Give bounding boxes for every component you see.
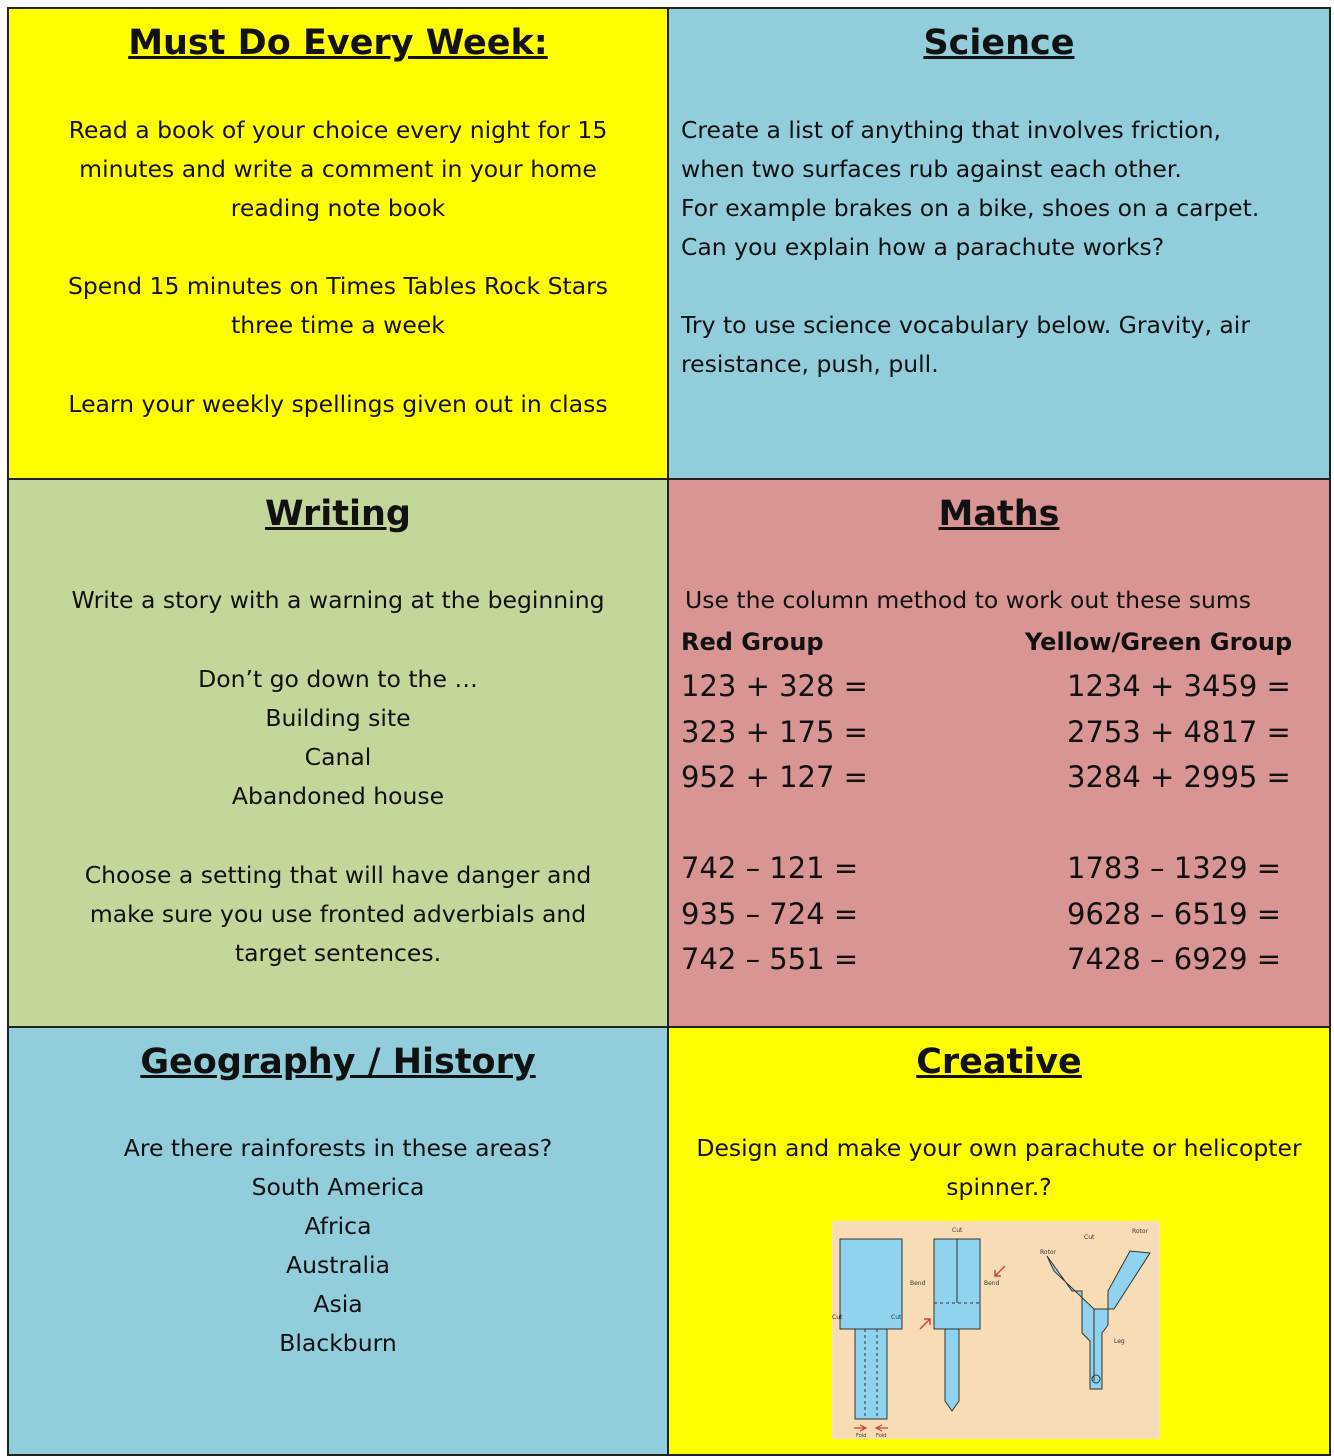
writing-line: Abandoned house	[231, 782, 445, 810]
geography-line: Australia	[286, 1251, 390, 1279]
science-line: resistance, push, pull.	[681, 350, 939, 378]
diagram-label-fold: Fold	[876, 1433, 887, 1439]
geography-history-title: Geography / History	[140, 1042, 536, 1082]
writing-panel	[7, 478, 669, 1028]
writing-line: Choose a setting that will have danger and	[84, 861, 592, 889]
red-group-label: Red Group	[681, 628, 824, 656]
creative-panel	[667, 1026, 1331, 1456]
red-sum: 123 + 328 =	[681, 669, 868, 703]
red-sum: 742 – 551 =	[681, 942, 859, 976]
yellow-green-group-label: Yellow/Green Group	[1025, 628, 1293, 656]
diagram-label-rotor: Rotor	[1132, 1228, 1149, 1235]
yellow-green-sum: 9628 – 6519 =	[1067, 897, 1282, 931]
creative-line: Design and make your own parachute or helicopter	[696, 1134, 1302, 1162]
geography-history-panel	[7, 1026, 669, 1456]
science-line: For example brakes on a bike, shoes on a carpet.	[681, 194, 1260, 222]
creative-line: spinner.?	[946, 1173, 1052, 1201]
diagram-label-cut: Cut	[832, 1314, 843, 1321]
must-do-line: reading note book	[230, 194, 446, 222]
diagram-label-bend: Bend	[984, 1280, 1000, 1287]
must-do-line: Learn your weekly spellings given out in class	[68, 390, 608, 418]
geography-line: Are there rainforests in these areas?	[123, 1134, 553, 1162]
science-line: when two surfaces rub against each other.	[681, 155, 1182, 183]
maths-panel	[667, 478, 1331, 1028]
diagram-label-cut: Cut	[891, 1314, 902, 1321]
geography-line: South America	[251, 1173, 425, 1201]
yellow-green-sum: 3284 + 2995 =	[1067, 760, 1291, 794]
writing-title: Writing	[265, 494, 411, 534]
diagram-label-bend: Bend	[910, 1280, 926, 1287]
red-sum: 742 – 121 =	[681, 851, 859, 885]
red-sum: 952 + 127 =	[681, 760, 868, 794]
writing-line: Canal	[304, 743, 372, 771]
must-do-line: three time a week	[231, 311, 445, 339]
yellow-green-sum: 1234 + 3459 =	[1067, 669, 1291, 703]
yellow-green-sum: 2753 + 4817 =	[1067, 715, 1291, 749]
must-do-panel	[7, 7, 669, 480]
writing-line: Write a story with a warning at the beginning	[71, 586, 605, 614]
must-do-line: Read a book of your choice every night for 15	[68, 116, 608, 144]
must-do-title: Must Do Every Week:	[128, 23, 548, 63]
yellow-green-sum: 1783 – 1329 =	[1067, 851, 1282, 885]
diagram-label-rotor: Rotor	[1040, 1249, 1057, 1256]
science-title: Science	[923, 23, 1075, 63]
maths-title: Maths	[938, 494, 1060, 534]
writing-line: Don’t go down to the …	[198, 665, 478, 693]
diagram-label-cut: Cut	[952, 1227, 963, 1234]
writing-line: target sentences.	[234, 939, 442, 967]
red-sum: 323 + 175 =	[681, 715, 868, 749]
yellow-green-sum: 7428 – 6929 =	[1067, 942, 1282, 976]
diagram-label-fold: Fold	[856, 1433, 867, 1439]
geography-line: Blackburn	[279, 1329, 397, 1357]
helicopter-spinner-diagram	[832, 1221, 1160, 1439]
geography-line: Asia	[313, 1290, 363, 1318]
maths-intro: Use the column method to work out these sums	[685, 586, 1251, 614]
diagram-label-leg: Leg	[1114, 1338, 1125, 1345]
science-line: Try to use science vocabulary below. Gravity, air	[681, 311, 1250, 339]
science-line: Can you explain how a parachute works?	[681, 233, 1165, 261]
geography-line: Africa	[304, 1212, 372, 1240]
writing-line: Building site	[265, 704, 411, 732]
homework-grid	[7, 7, 1331, 1454]
must-do-line: Spend 15 minutes on Times Tables Rock Stars	[67, 272, 609, 300]
writing-line: make sure you use fronted adverbials and	[89, 900, 587, 928]
red-sum: 935 – 724 =	[681, 897, 859, 931]
science-panel	[667, 7, 1331, 480]
creative-title: Creative	[916, 1042, 1082, 1082]
diagram-label-cut: Cut	[1084, 1234, 1095, 1241]
science-line: Create a list of anything that involves friction,	[681, 116, 1222, 144]
must-do-line: minutes and write a comment in your home	[79, 155, 597, 183]
